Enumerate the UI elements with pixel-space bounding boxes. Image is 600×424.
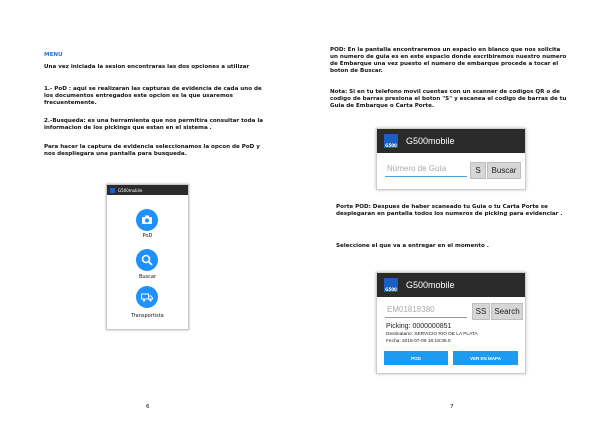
buscar-label: Buscar: [138, 274, 157, 280]
busqueda-description: 2.-Busqueda: es una herramienta que nos permitira consultar toda la informacion de los pickings que estan en el sistema .: [44, 118, 264, 131]
app-title: G500mobile: [406, 280, 455, 290]
pod-instruction: Para hacer la captura de evidencia seleccionamos la opcon de PoD y nos despliegara una pantalla para busqueda.: [44, 144, 260, 157]
search-screen-screenshot: [376, 128, 526, 190]
destinatario-text: Destinatario: SERVICIO RIO DE LA PLATA: [386, 332, 478, 337]
scan-button[interactable]: S: [470, 162, 486, 179]
app-bar: [377, 273, 525, 297]
right-page: [300, 0, 600, 424]
guia-input[interactable]: Número de Guía: [385, 162, 467, 177]
pod-description: 1.- PoD : aqui se realizaran las capturas de evidencia de cada uno de los documentos entregados este opcion es la que usaremos frecuentemente.: [44, 86, 262, 106]
search-button[interactable]: Search: [491, 303, 523, 320]
map-button[interactable]: VER EN MAPA: [453, 351, 518, 365]
camera-icon: [140, 213, 154, 227]
pod-button[interactable]: [136, 209, 158, 231]
page-number: 7: [450, 404, 454, 410]
pod-button[interactable]: POD: [384, 351, 448, 365]
pod-screen-text: POD: En la pantalla encontraremos un espacio en blanco que nos solicita un numero de guia es en este espacio donde escribiremos nuestro numero de Embarque una vez puesto el numero de embarque procede a tocar el boton de Buscar.: [330, 47, 567, 74]
transportista-label: Transportista: [131, 313, 164, 319]
app-logo-icon: [110, 188, 115, 193]
note-text: Nota: Si en tu telefono movil cuentas con un scanner de codigos QR o de codigo de barras presiona el boton "S" y escanea el codigo de barras de tu Guia de Embarque o Carta Porte.: [330, 89, 567, 109]
page-number: 6: [146, 404, 150, 410]
fecha-text: Fecha: 2018-07-09 16:19:39.0: [386, 339, 451, 344]
pod-label: PoD: [142, 233, 153, 239]
guia-input[interactable]: EM01818380: [385, 303, 467, 318]
intro-text: Una vez iniciada la sesion encontraras las dos opciones a utilizar: [44, 64, 250, 70]
scan-button[interactable]: SS: [472, 303, 490, 320]
truck-icon: [140, 290, 154, 304]
picking-screen-screenshot: [376, 272, 526, 374]
porte-pod-text: Porte POD: Despues de haber scaneado tu Guia o tu Carta Porte se desplegaran en pantalla todos los numeros de picking para evidenciar .: [336, 204, 563, 217]
transportista-button[interactable]: [136, 286, 158, 308]
search-button[interactable]: Buscar: [487, 162, 521, 179]
app-bar: [107, 185, 188, 195]
app-logo-icon: G500: [384, 278, 398, 292]
app-title: G500mobile: [406, 136, 455, 146]
select-text: Seleccione el que va a entregar en el momento .: [336, 243, 489, 249]
buscar-button[interactable]: [136, 249, 158, 271]
search-icon: [140, 253, 154, 267]
app-title: G500mobile: [118, 187, 143, 193]
app-logo-icon: G500: [384, 134, 398, 148]
phone-menu-screenshot: [106, 184, 189, 330]
menu-title: MENU: [44, 52, 63, 58]
app-bar: [377, 129, 525, 153]
picking-number: Picking: 0000000851: [386, 323, 452, 330]
